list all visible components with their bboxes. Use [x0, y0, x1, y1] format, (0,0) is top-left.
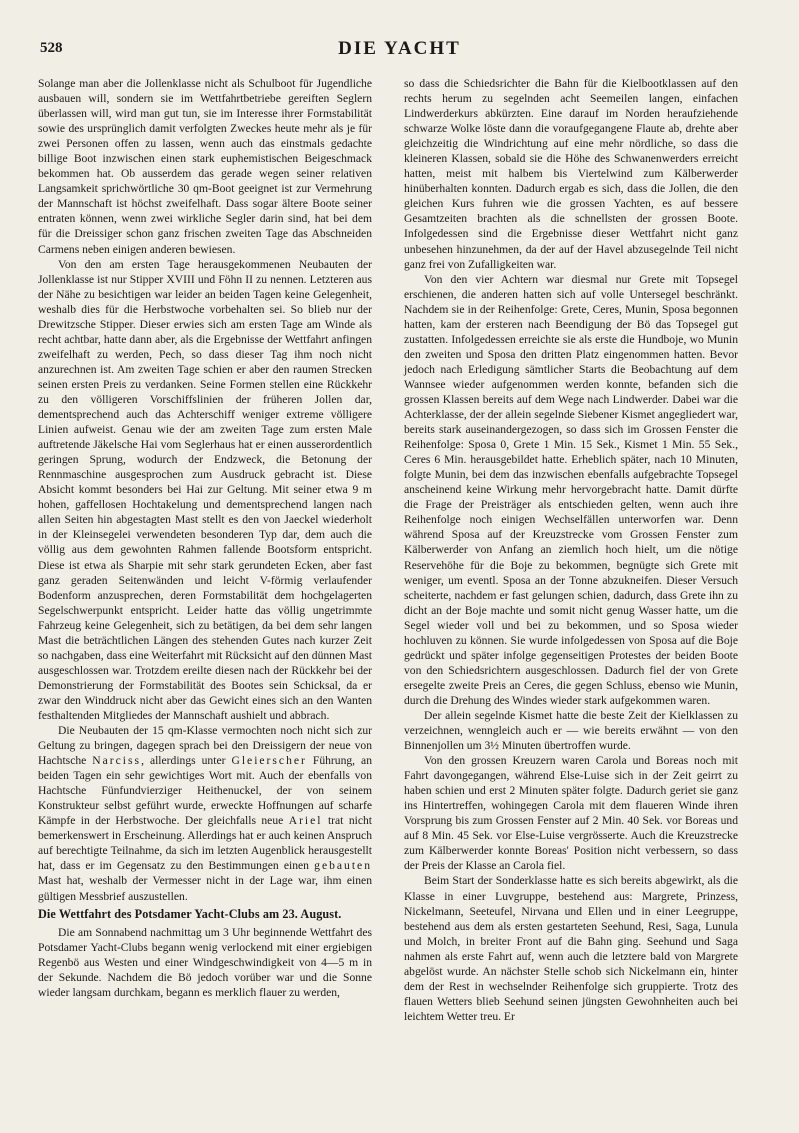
section-heading: Die Wettfahrt des Potsdamer Yacht-Clubs am 23. August. — [38, 906, 342, 921]
paragraph: Beim Start der Sonderklasse hatte es sich bereits abgewirkt, als die Klasse in einer Luvgruppe, bestehend aus: Margrete, Prinzess, Nickelmann, Seeteufel, Nirvana und Ellen und in einer Leegruppe, bestehend aus dem als ersten gestarteten Seehund, Resi, Saga, Lunula und Molch, in breiter Front auf die Bahn ging. Seehund und Saga nahmen als erste Fahrt auf, wenn auch die letztere bald von Margrete abgelöst wurde. An nächster Stelle schob sich Nickelmann ein, hinter dem der Rest in wechselnder Reihenfolge sich gruppierte. Trotz des flauen Wetters blieb Seehund seinen jüngsten Gewohnheiten auch bei leichtem Wetter treu. Er — [404, 874, 738, 1023]
paragraph: Von den vier Achtern war diesmal nur Grete mit Topsegel erschienen, die anderen hatten sich auf volle Untersegel beschränkt. Nachdem sie in der Reihenfolge: Grete, Ceres, Munin, Sposa begonnen hatten, kam der ersteren nach Beendigung der Bö das Topsegel gut zustatten. Infolgedessen erreichte sie als erste die Hundboje, wo Munin den zweiten und Sposa den dritten Platz eingenommen hatten. Bevor jedoch nach Erledigung sämtlicher Starts die Beobachtung auf dem Wannsee wieder aufgenommen werden konnte, befanden sich die grossen Klassen bereits auf dem Wege nach Lindwerder. Dabei war die Achterklasse, der der allein segelnde Siebener Kismet angegliedert war, bereits stark auseinandergezogen, so dass sich im Grossen Fenster die Reihenfolge: Sposa 0, Grete 1 Min. 15 Sek., Kismet 1 Min. 55 Sek., Ceres 6 Min. herausgebildet hatte. Erheblich später, nach 10 Minuten, folgte Munin, bei dem das inzwischen ebenfalls aufgebrachte Topsegel anscheinend keine Wirkung mehr hervorgebracht hatte. Damit dürfte die Frage der Preisträger als entschieden gelten, wenn auch ihre Reihenfolge noch einigen Wechselfällen unterworfen war. Denn während Sposa auf der Kreuzstrecke vom Grossen Fenster zum Kälberwerder von Anfang an ziemlich hoch hielt, um die nötige Reservehöhe für die Boje zu bekommen, begnügte sich Grete mit weniger, um eventl. Sposa an der Tonne abzukneifen. Dieser Versuch scheiterte, nachdem er fast gelungen schien, dadurch, dass Grete ihn zu dicht an der Boje machte und somit nicht genug Wasser hatte, um die Segel wieder voll und bei zu bekommen, und so Sposa wieder hochluven zu können. Sie wurde infolgedessen von Sposa auf die Boje gedrückt und später infolge gegenseitigen Protestes der beiden Boote von den Schiedsrichtern ausgeschlossen. Dadurch fiel der von Grete ersegelte zweite Preis an Ceres, die gegen Schluss, ebenso wie Munin, durch die Drehung des Windes wieder stark aufgekommen waren. — [404, 272, 738, 707]
running-head-title: DIE YACHT — [338, 38, 461, 59]
paragraph: Von den am ersten Tage herausgekommenen Neubauten der Jollenklasse ist nur Stipper XVIII und Föhn II zu nennen. Letzteren aus der Nähe zu besichtigen war leider an beiden Tagen keine Gelegenheit, weshalb dies für die Herbstwoche vorbehalten sei. So blieb nur der Drewitzsche Stipper. Dieser erwies sich am ersten Tage am Winde als recht achtbar, hatte dann aber, als die Ergebnisse der Wettfahrt anfingen zweifelhaft zu werden, Pech, so dass dieser Tag ihm noch nicht anzurechnen ist. Am zweiten Tage schien er aber den raumen Strecken seinen ersten Preis zu verdanken. Seine Formen stellen eine Rückkehr zu den völligeren Vorschiffslinien der früheren Jollen dar, dementsprechend auch das Achterschiff weniger extreme völligere Linien aufweist. Genau wie der am zweiten Tage zum ersten Male auftretende Jäkelsche Hai vom Seglerhaus hat er einen ausserordentlich geringen Sprung, wodurch der Endzweck, die Betonung der Rennmaschine ausgesprochen zum Ausdruck gebracht ist. Diese Absicht kommt besonders bei Hai zur Geltung. Mit seiner etwa 9 m hohen, gaffellosen Hochtakelung und dementsprechend langen nach allen Seiten hin abgestagten Mast stellt es den von Jaeckel wiederholt in der Kleinsegelei verwendeten besonderen Typ dar, dem auch die völlig aus dem gewohnten Rahmen fallende Bootsform entspricht. Diese ist etwa als Sharpie mit sehr stark gerundeten Ecken, aber fast ganz geraden Seitenwänden und leicht V-förmig verlaufender Bodenform anzusprechen, deren Formstabilität dem hochgelagerten Segelschwerpunkt entspricht. Leider hatte das völlig ungetrimmte Fahrzeug keine Gelegenheit, sich zu betätigen, da bei dem sehr langen Mast die beträchtlichen Längen des stehenden Gutes nach kurzer Zeit so nachgaben, dass eine Weiterfahrt mit Rücksicht auf den dünnen Mast ausgeschlossen war. Trotzdem ereilte diesen nach der Rückkehr bei der Demonstrierung der Formstabilität des Bootes sein Schicksal, da er zwar den Winddruck nicht aber das Gewicht eines sich an den Wanten festhaltenden Mitgliedes der Mannschaft aushielt und abbrach. — [38, 257, 373, 722]
paragraph-text: , allerdings unter — [141, 754, 226, 768]
paragraph: so dass die Schiedsrichter die Bahn für die Kielbootklassen auf den rechts herum zu segelnden acht Seemeilen langen, einfachen Lindwerderkurs abkürzten. Eine darauf im Norden heraufziehende schwarze Wolke löste dann die voraufgegangene Flaute ab, drehte aber gleichzeitig die Windrichtung auf eine mehr nördliche, so dass die kleineren Klassen, sobald sie die Höhe des Schwanenwerders erreicht hatten, meist mit halbem bis Viertelwind zum Kälberwerder hinüberhalten konnten. Dadurch ergab es sich, dass die Jollen, die den gleichen Kurs fuhren wie die grossen Yachten, es auf bessere Gesamtzeiten brachten als die schnellsten der grossen Boote. Infolgedessen sind die Ergebnisse dieser Wettfahrt nicht ganz unbesehen hinzunehmen, da der auf der Havel abzusegelnde Teil nicht ganz frei von Zufalligkeiten war. — [404, 77, 738, 271]
emphasis-gebauten: gebauten — [314, 859, 372, 873]
paragraph: Der allein segelnde Kismet hatte die beste Zeit der Kielklassen zu verzeichnen, wenngleich auch er — wie bereits erwähnt — von den Binnenjollen um 3½ Minuten übertroffen wurde. — [404, 708, 738, 753]
right-column — [404, 76, 738, 1024]
boat-name-narciss: Narciss — [92, 754, 142, 768]
paragraph-text: Führung, an beiden Tagen ein sehr gewichtiges Wort mit. Auch der ebenfalls von Hachtsche Fünfundvierziger Heithenuckel, der von seinem Konstrukteur selbst geführt wurde, erweckte Hoffnungen auf scharfe Kämpfe in der Herbstwoche. Der gleichfalls neue — [38, 754, 372, 828]
paragraph-text: Mast hat, weshalb der Vermesser nicht in der Lage war, ihm einen gültigen Messbrief auszustellen. — [38, 874, 372, 903]
helmsman-name: Gleierscher — [231, 754, 307, 768]
paragraph-neubauten — [38, 723, 372, 904]
paragraph: Solange man aber die Jollenklasse nicht als Schulboot für Jugendliche ausbauen will, sondern sie im Wettfahrtbetriebe gereiften Seglern überlassen will, wird man gut tun, sie im Interesse ihrer Formstabilität sowie des ursprünglich damit verfolgten Zweckes heute mehr als je für zwei Personen offen zu lassen, wenn auch das einstmals gedachte billige Boot inzwischen einen stark euphemistischen Beigeschmack bekommen hat. Ob ausserdem das gerade wegen seiner relativen Langsamkeit sprichwörtliche 30 qm-Boot geeignet ist zur Vermehrung der Mannschaft ist höchst zweifelhaft. Dass sogar ältere Boote seiner entraten können, wenn zwei wirkliche Segler darin sind, hat bei dem für die Dreissiger schon ganz frischen zweiten Tage das Abschneiden Carmens neben einigen anderen bewiesen. — [38, 77, 372, 256]
left-column — [38, 76, 372, 1000]
boat-name-ariel: Ariel — [288, 814, 323, 828]
paragraph: Die am Sonnabend nachmittag um 3 Uhr beginnende Wettfahrt des Potsdamer Yacht-Clubs begann wenig verlockend mit einer ergiebigen Regenbö aus Westen und einer Windgeschwindigkeit von 4—5 m in der Sekunde. Nachdem die Bö jedoch vorüber war und die Sonne wieder langsam durchkam, begann es merklich flauer zu werden, — [38, 925, 372, 999]
paragraph-text: trat nicht bemerkenswert in Erscheinung. Allerdings hat er auch keinen Anspruch auf berechtigte Teilnahme, da sich im letzten Augenblick herausgestellt hat, dass er im Gegensatz zu den Bestimmungen einen — [38, 814, 372, 873]
page-number: 528 — [40, 40, 63, 56]
paragraph: Von den grossen Kreuzern waren Carola und Boreas noch mit Fahrt davongegangen, während Else-Luise sich in der Zeit geirrt zu haben schien und erst 2 Minuten später folgte. Dadurch geriet sie ganz ins Hintertreffen, wohingegen Carola mit dem flaueren Winde ihren Vorsprung bis zum Grossen Fenster auf 2 Min. 40 Sek. vor Boreas und auf 8 Min. 45 Sek. vor Else-Luise vergrösserte. Auch die Kreuzstrecke zum Kälberwerder konnte Boreas' Position nicht verbessern, so dass der Preis der Klasse an Carola fiel. — [404, 754, 738, 873]
paragraph-text: Die Neubauten der 15 qm-Klasse vermochten noch nicht sich zur Geltung zu bringen, dagegen sprach bei den Dreissigern der neue von Hachtsche — [38, 724, 372, 768]
